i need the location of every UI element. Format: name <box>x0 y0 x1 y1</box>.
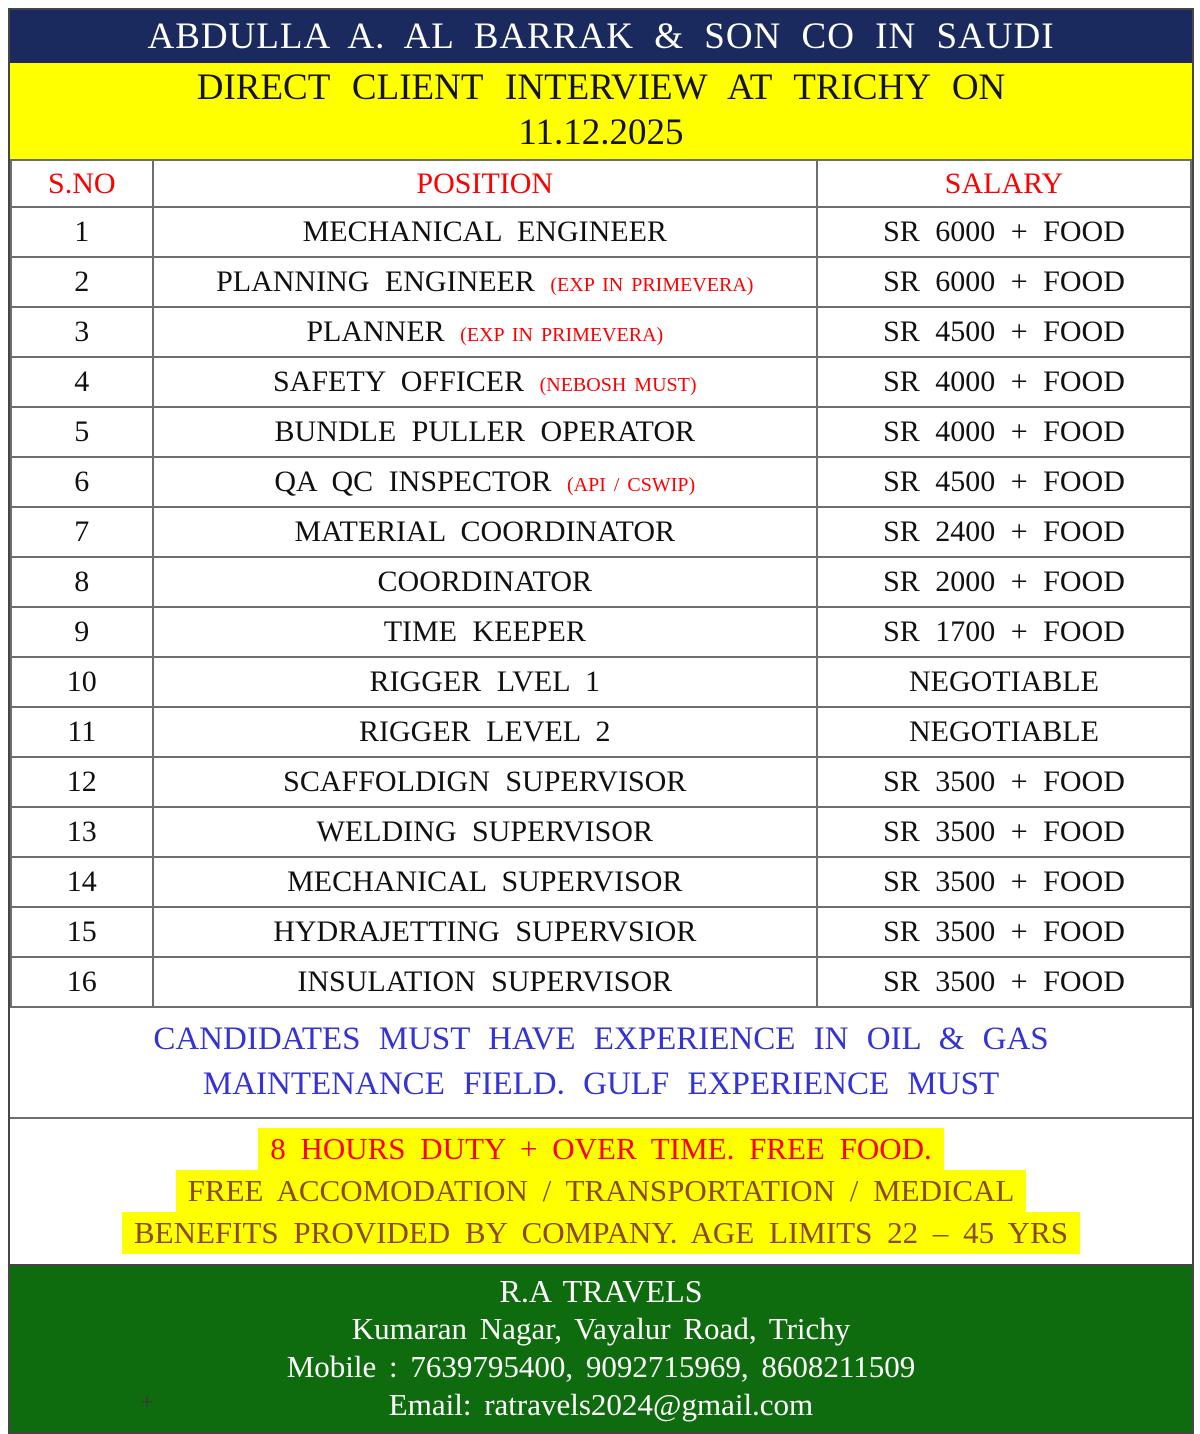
interview-banner <box>10 63 1192 159</box>
table-row <box>11 307 1191 357</box>
position-label: SAFETY OFFICER <box>273 365 525 398</box>
position-label: TIME KEEPER <box>383 615 586 648</box>
agency-name: R.A TRAVELS <box>499 1273 703 1309</box>
position-label: PLANNING ENGINEER <box>216 265 535 298</box>
table-row <box>11 457 1191 507</box>
table-row <box>11 907 1191 957</box>
position-label: QA QC INSPECTOR <box>274 465 552 498</box>
benefit-line3: BENEFITS PROVIDED BY COMPANY. AGE LIMITS 22 – 45 YRS <box>122 1212 1080 1254</box>
agency-email: Email: ratravels2024@gmail.com <box>388 1387 814 1422</box>
sno-cell: 14 <box>11 857 153 907</box>
positions-table <box>10 159 1192 1008</box>
sno-cell: 11 <box>11 707 153 757</box>
position-cell <box>153 307 817 357</box>
position-label: MECHANICAL ENGINEER <box>302 215 667 248</box>
salary-cell: NEGOTIABLE <box>817 707 1191 757</box>
salary-cell: SR 4500 + FOOD <box>817 457 1191 507</box>
table-row <box>11 757 1191 807</box>
benefit-line2: FREE ACCOMODATION / TRANSPORTATION / MEDICAL <box>176 1170 1027 1212</box>
sno-cell: 3 <box>11 307 153 357</box>
col-header-sno: S.NO <box>11 160 153 207</box>
table-header-row <box>11 160 1191 207</box>
position-label: PLANNER <box>306 315 445 348</box>
candidates-note-line1: CANDIDATES MUST HAVE EXPERIENCE IN OIL & GAS <box>153 1021 1049 1057</box>
sno-cell: 5 <box>11 407 153 457</box>
salary-cell: SR 6000 + FOOD <box>817 257 1191 307</box>
position-cell <box>153 557 817 607</box>
table-row <box>11 607 1191 657</box>
benefits-section <box>10 1117 1192 1264</box>
position-label: RIGGER LVEL 1 <box>369 665 600 698</box>
candidates-note-line2: MAINTENANCE FIELD. GULF EXPERIENCE MUST <box>202 1066 1000 1102</box>
position-label: INSULATION SUPERVISOR <box>297 965 673 998</box>
positions-table-body <box>11 207 1191 1007</box>
table-row <box>11 857 1191 907</box>
sno-cell: 16 <box>11 957 153 1007</box>
salary-cell: SR 3500 + FOOD <box>817 907 1191 957</box>
position-cell <box>153 957 817 1007</box>
position-cell <box>153 507 817 557</box>
position-cell <box>153 857 817 907</box>
position-label: BUNDLE PULLER OPERATOR <box>274 415 695 448</box>
company-title-bar <box>10 10 1192 63</box>
salary-cell: SR 6000 + FOOD <box>817 207 1191 257</box>
stray-plus-mark: + <box>140 1392 155 1412</box>
agency-address: Kumaran Nagar, Vayalur Road, Trichy <box>351 1311 851 1346</box>
sno-cell: 1 <box>11 207 153 257</box>
salary-cell: SR 4000 + FOOD <box>817 357 1191 407</box>
table-row <box>11 657 1191 707</box>
benefit-line1: 8 HOURS DUTY + OVER TIME. FREE FOOD. <box>258 1128 944 1170</box>
position-label: COORDINATOR <box>377 565 592 598</box>
position-cell <box>153 607 817 657</box>
salary-cell: SR 3500 + FOOD <box>817 857 1191 907</box>
job-ad-flyer <box>8 8 1194 1434</box>
position-cell <box>153 907 817 957</box>
position-label: WELDING SUPERVISOR <box>316 815 653 848</box>
sno-cell: 9 <box>11 607 153 657</box>
table-row <box>11 557 1191 607</box>
agency-footer <box>10 1264 1192 1432</box>
salary-cell: SR 4500 + FOOD <box>817 307 1191 357</box>
salary-cell: SR 3500 + FOOD <box>817 757 1191 807</box>
position-cell <box>153 357 817 407</box>
company-title: ABDULLA A. AL BARRAK & SON CO IN SAUDI <box>147 16 1055 57</box>
table-row <box>11 407 1191 457</box>
position-label: MATERIAL COORDINATOR <box>294 515 676 548</box>
sno-cell: 15 <box>11 907 153 957</box>
candidates-note <box>10 1008 1192 1117</box>
position-cell <box>153 207 817 257</box>
sno-cell: 13 <box>11 807 153 857</box>
position-cell <box>153 807 817 857</box>
sno-cell: 8 <box>11 557 153 607</box>
table-row <box>11 707 1191 757</box>
position-note: (API / CSWIP) <box>566 474 696 496</box>
salary-cell: SR 3500 + FOOD <box>817 957 1191 1007</box>
salary-cell: SR 2000 + FOOD <box>817 557 1191 607</box>
banner-date: 11.12.2025 <box>518 112 684 153</box>
salary-cell: SR 3500 + FOOD <box>817 807 1191 857</box>
sno-cell: 12 <box>11 757 153 807</box>
position-cell <box>153 407 817 457</box>
sno-cell: 2 <box>11 257 153 307</box>
position-label: RIGGER LEVEL 2 <box>359 715 611 748</box>
table-row <box>11 807 1191 857</box>
col-header-salary: SALARY <box>817 160 1191 207</box>
salary-cell: SR 1700 + FOOD <box>817 607 1191 657</box>
col-header-position: POSITION <box>153 160 817 207</box>
sno-cell: 6 <box>11 457 153 507</box>
banner-line1: DIRECT CLIENT INTERVIEW AT TRICHY ON <box>196 67 1006 108</box>
table-row <box>11 357 1191 407</box>
position-note: (NEBOSH MUST) <box>539 374 697 396</box>
position-note: (EXP IN PRIMEVERA) <box>550 274 754 296</box>
position-cell <box>153 657 817 707</box>
position-cell <box>153 757 817 807</box>
position-label: SCAFFOLDIGN SUPERVISOR <box>283 765 687 798</box>
agency-mobile: Mobile : 7639795400, 9092715969, 8608211509 <box>286 1349 916 1384</box>
position-cell <box>153 707 817 757</box>
salary-cell: NEGOTIABLE <box>817 657 1191 707</box>
sno-cell: 10 <box>11 657 153 707</box>
sno-cell: 7 <box>11 507 153 557</box>
table-row <box>11 257 1191 307</box>
salary-cell: SR 2400 + FOOD <box>817 507 1191 557</box>
position-cell <box>153 457 817 507</box>
position-cell <box>153 257 817 307</box>
salary-cell: SR 4000 + FOOD <box>817 407 1191 457</box>
position-note: (EXP IN PRIMEVERA) <box>460 324 664 346</box>
table-row <box>11 507 1191 557</box>
position-label: MECHANICAL SUPERVISOR <box>287 865 683 898</box>
table-row <box>11 957 1191 1007</box>
position-label: HYDRAJETTING SUPERVSIOR <box>273 915 697 948</box>
table-row <box>11 207 1191 257</box>
sno-cell: 4 <box>11 357 153 407</box>
